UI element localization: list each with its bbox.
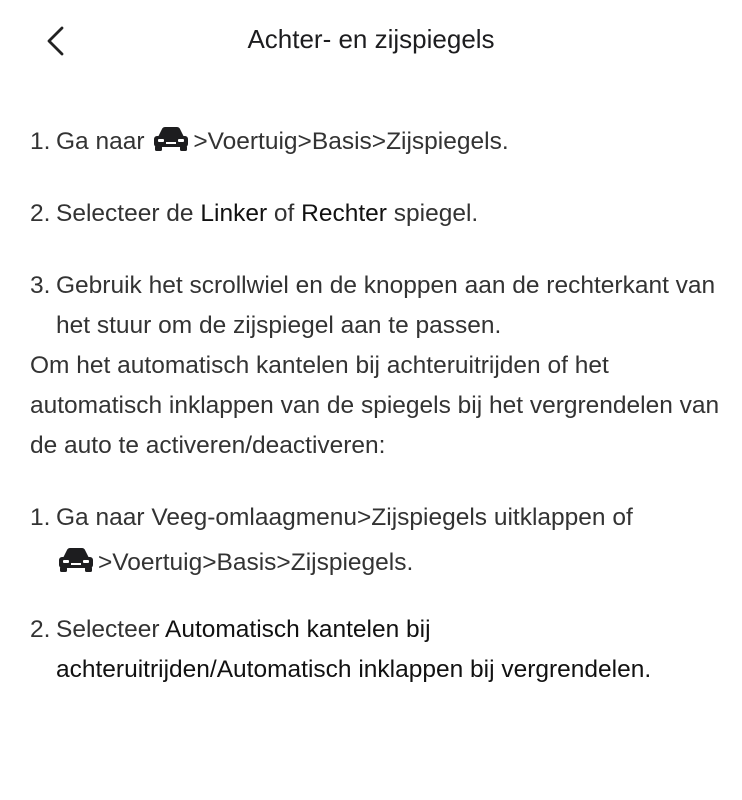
step-number: 1. — [30, 128, 51, 155]
menu-path: >Voertuig>Basis>Zijspiegels. — [193, 128, 509, 155]
step-text: Gebruik het scrollwiel en de knoppen aan de rechterkant van het stuur om de zijspiegel aan te passen. — [56, 272, 716, 339]
list-item — [30, 194, 720, 234]
step-text: Ga naar Veeg-omlaagmenu>Zijspiegels uitklappen of — [56, 504, 633, 531]
step-text: Selecteer — [56, 616, 160, 643]
menu-path: >Voertuig>Basis>Zijspiegels. — [98, 549, 414, 576]
step-number: 2. — [30, 200, 51, 227]
step-number: 3. — [30, 272, 51, 299]
list-item — [30, 122, 720, 162]
setting-name: Automatisch kantelen bij achteruitrijden/Automatisch inklappen bij vergrendelen. — [56, 616, 652, 683]
step-number: 1. — [30, 504, 51, 531]
step-text: Ga naar — [56, 128, 145, 155]
list-item — [30, 610, 720, 690]
list-item — [30, 498, 720, 588]
option-left: Linker — [200, 200, 268, 227]
car-icon — [151, 123, 191, 153]
instructions — [30, 122, 720, 690]
step-text: Selecteer de — [56, 200, 194, 227]
step-number: 2. — [30, 616, 51, 643]
step-text: of — [273, 200, 295, 227]
option-right: Rechter — [301, 200, 387, 227]
car-icon — [56, 544, 96, 574]
page-title: Achter- en zijspiegels — [247, 24, 495, 54]
intro-paragraph: Om het automatisch kantelen bij achteruitrijden of het automatisch inklappen van de spiegels bij het vergrendelen van de auto te activeren/deactiveren: — [30, 352, 720, 459]
step-text: spiegel. — [393, 200, 479, 227]
list-item — [30, 266, 720, 346]
header-bar — [0, 0, 742, 82]
